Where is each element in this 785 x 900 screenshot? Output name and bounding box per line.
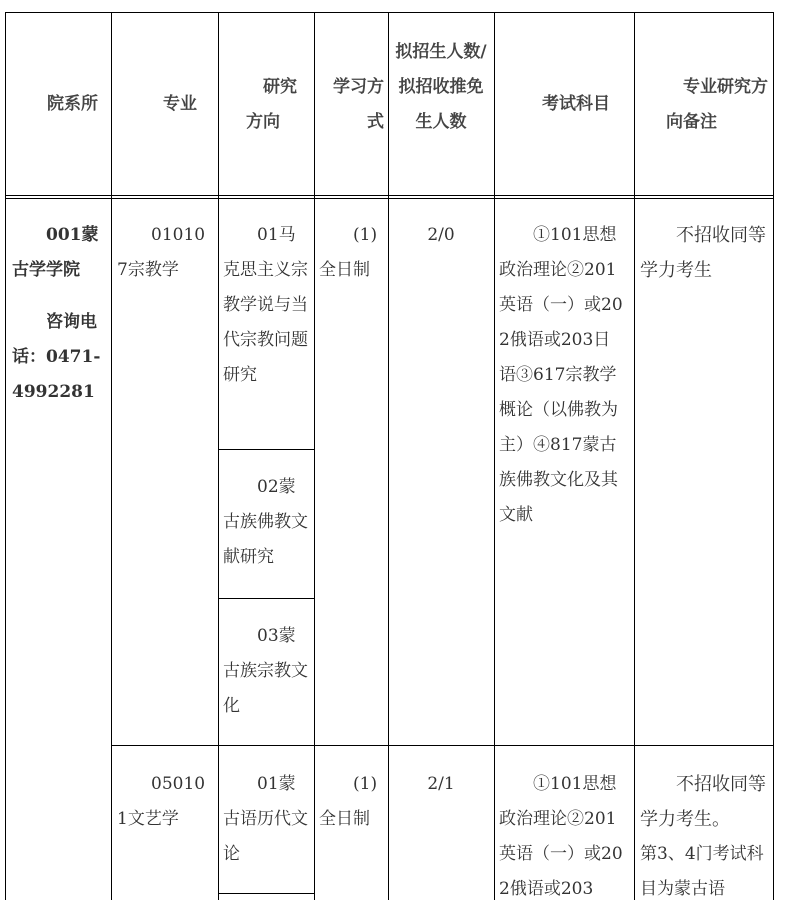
major-literary-theory: 050101文艺学 [117,774,206,829]
col-line-4 [388,12,389,900]
table-border-top [5,12,773,13]
header-note: 专业研究方向备注 [666,77,768,132]
direction-2-1: 01蒙古语历代文论 [223,774,308,864]
header-exam: 考试科目 [542,94,610,114]
col-line-1 [111,12,112,900]
department-name: 001蒙古学学院 [12,225,99,280]
header-divider [5,195,773,196]
major-religion: 010107宗教学 [117,225,206,280]
exam-subjects-1: ①101思想政治理论②201英语（一）或202俄语或203日语③617宗教学概论（以佛教为主）④817蒙古族佛教文化及其文献 [499,225,623,525]
col-line-7 [773,12,774,900]
header-divider-double [5,198,773,199]
header-major: 专业 [163,94,197,114]
col-line-3 [314,12,315,900]
row-divider [111,745,773,746]
col-line-2 [218,12,219,900]
note-2-extra: 第3、4门考试科目为蒙古语 [640,844,764,899]
header-quota: 拟招生人数/拟招收推免生人数 [395,42,487,132]
study-mode-2: (1)全日制 [319,774,378,829]
note-2: 不招收同等学力考生。 [640,774,766,830]
quota-2: 2/1 [427,774,455,794]
direction-divider-3 [218,893,314,894]
exam-subjects-2: ①101思想政治理论②201英语（一）或202俄语或203 [499,774,623,899]
col-line-0 [5,12,6,900]
study-mode-1: (1)全日制 [319,225,378,280]
direction-1-1: 01马克思主义宗教学说与当代宗教问题研究 [223,225,308,385]
col-line-6 [634,12,635,900]
direction-divider-2 [218,598,314,599]
direction-1-3: 03蒙古族宗教文化 [223,626,308,716]
direction-1-2: 02蒙古族佛教文献研究 [223,477,308,567]
col-line-5 [494,12,495,900]
quota-1: 2/0 [427,225,455,245]
header-direction: 研究方向 [246,77,297,132]
header-department: 院系所 [47,94,98,114]
note-1: 不招收同等学力考生 [640,225,766,281]
header-study-mode: 学习方式 [333,77,384,132]
department-phone: 咨询电话：0471-4992281 [12,312,101,402]
direction-divider-1 [218,449,314,450]
